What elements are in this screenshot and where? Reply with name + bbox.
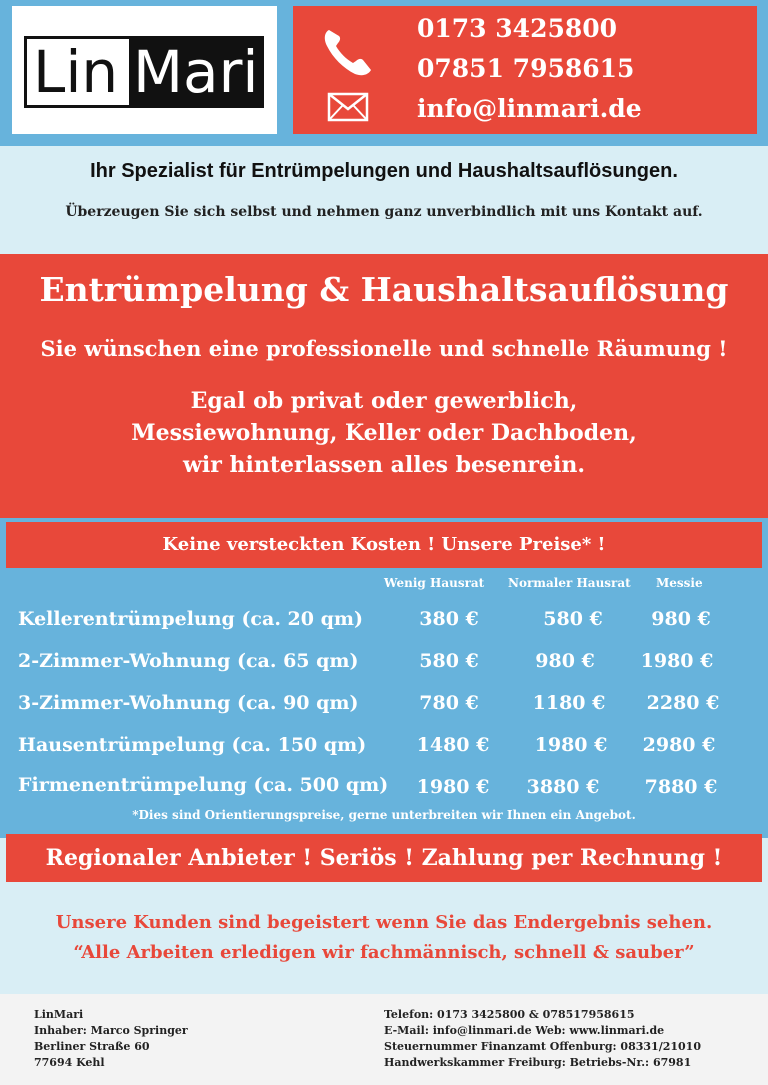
price-cell: 580 € [419,650,479,672]
price-cell: 1180 € [532,692,606,714]
price-cell: 780 € [419,692,479,714]
phone-number-2[interactable]: 07851 7958615 [417,54,635,83]
price-cell: 980 € [535,650,595,672]
offer-title: Entrümpelung & Haushaltsauflösung [39,270,729,309]
footer-street: Berliner Straße 60 [34,1040,150,1053]
column-header: Normaler Hausrat [508,576,631,590]
quote-band [0,882,768,994]
footer-company: LinMari [34,1008,84,1021]
price-cell: 1980 € [640,650,714,672]
price-cell: 580 € [543,608,603,630]
price-cell: 1980 € [534,734,608,756]
footer-tax-number: Steuernummer Finanzamt Offenburg: 08331/21010 [384,1040,701,1053]
column-header: Messie [656,576,703,590]
phone-number-1[interactable]: 0173 3425800 [417,14,618,43]
price-cell: 380 € [419,608,479,630]
footer [0,994,768,1085]
logo-text-lin: Lin [33,38,119,106]
footer-chamber: Handwerkskammer Freiburg: Betriebs-Nr.: 67981 [384,1056,692,1069]
column-header: Wenig Hausrat [384,576,485,590]
subline: Überzeugen Sie sich selbst und nehmen ganz unverbindlich mit uns Kontakt auf. [65,204,703,220]
quote-line-2: “Alle Arbeiten erledigen wir fachmännisch, schnell & sauber” [73,942,695,963]
price-cell: 980 € [651,608,711,630]
price-cell: 7880 € [644,776,718,798]
phone-icon [321,26,375,78]
footer-phone: Telefon: 0173 3425800 & 078517958615 [384,1008,635,1021]
quote-line-1: Unsere Kunden sind begeistert wenn Sie das Endergebnis sehen. [55,912,713,933]
price-row-label: 3-Zimmer-Wohnung (ca. 90 qm) [18,692,359,714]
regional-banner: Regionaler Anbieter ! Seriös ! Zahlung per Rechnung ! [6,834,762,882]
offer-line: wir hinterlassen alles besenrein. [182,452,586,478]
footer-city: 77694 Kehl [34,1056,105,1069]
price-row-label: Firmenentrümpelung (ca. 500 qm) [18,774,389,796]
mail-icon [327,92,369,122]
price-cell: 2980 € [642,734,716,756]
footer-email-web[interactable]: E-Mail: info@linmari.de Web: www.linmari.de [384,1024,665,1037]
offer-line: Messiewohnung, Keller oder Dachboden, [131,420,637,446]
price-row-label: Hausentrümpelung (ca. 150 qm) [18,734,367,756]
logo [12,6,277,134]
logo-mari-block [129,39,264,108]
price-row-label: Kellerentrümpelung (ca. 20 qm) [18,608,363,630]
price-cell: 1480 € [416,734,490,756]
contact-box [293,6,757,134]
email-link[interactable]: info@linmari.de [417,94,642,123]
price-footnote: *Dies sind Orientierungspreise, gerne unterbreiten wir Ihnen ein Angebot. [132,808,636,822]
footer-owner: Inhaber: Marco Springer [34,1024,188,1037]
price-cell: 1980 € [416,776,490,798]
logo-frame [24,36,264,108]
price-cell: 3880 € [526,776,600,798]
price-row-label: 2-Zimmer-Wohnung (ca. 65 qm) [18,650,359,672]
logo-text-mari: Mari [133,38,259,106]
tagline: Ihr Spezialist für Entrümpelungen und Haushaltsauflösungen. [90,160,678,182]
offer-line: Egal ob privat oder gewerblich, [190,388,578,414]
price-header: Keine versteckten Kosten ! Unsere Preise* ! [6,522,762,568]
offer-subtitle: Sie wünschen eine professionelle und schnelle Räumung ! [40,336,728,361]
price-cell: 2280 € [646,692,720,714]
